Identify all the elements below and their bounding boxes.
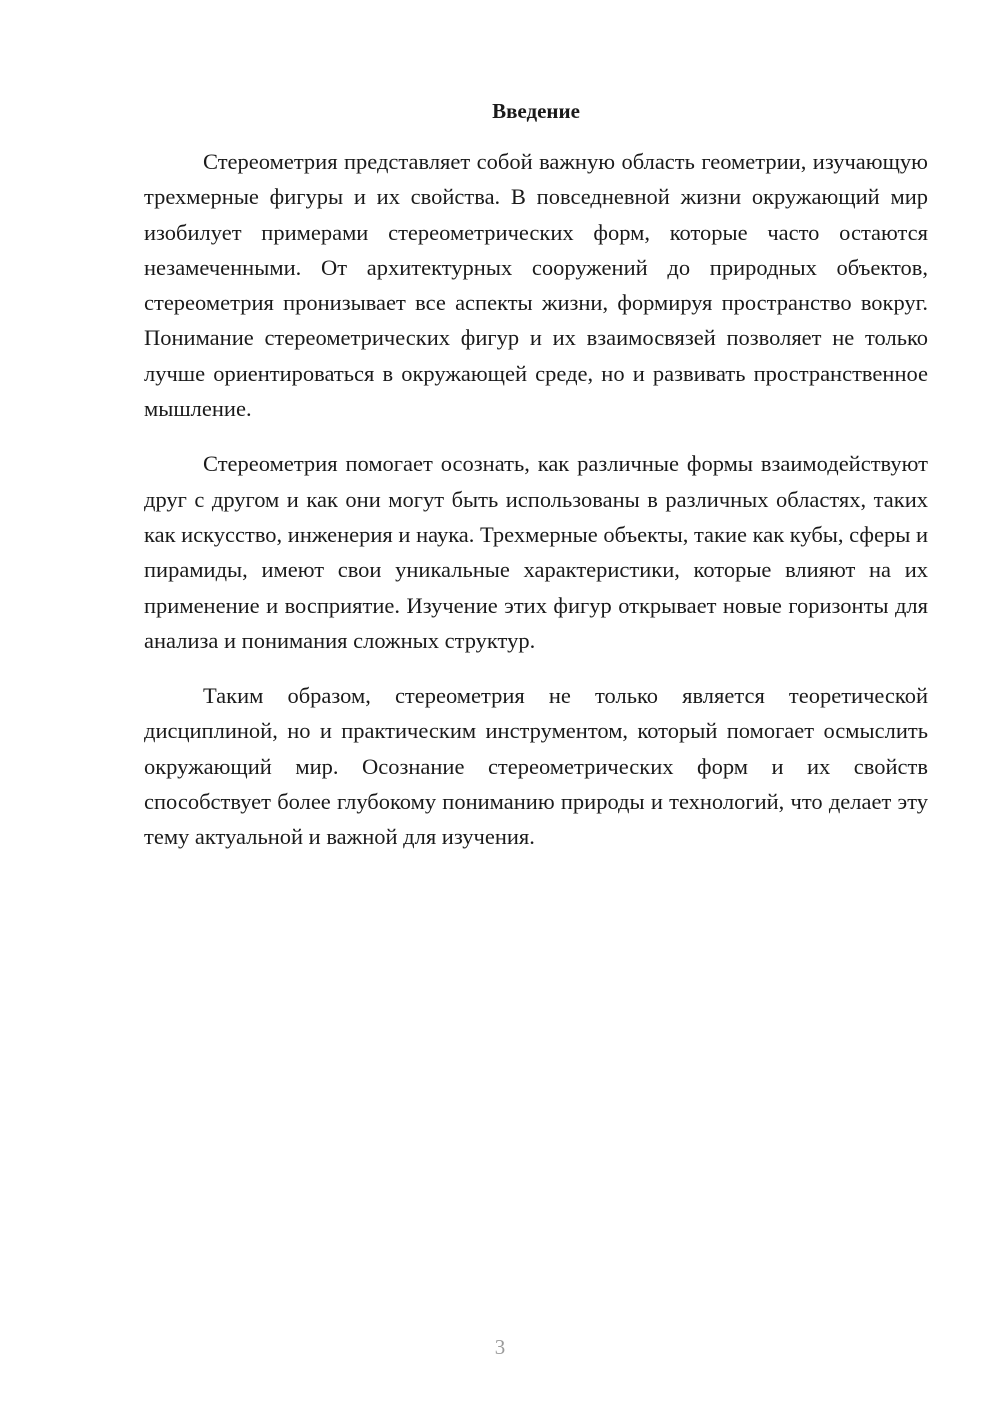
paragraph-3: Таким образом, стереометрия не только является теоретической дисциплиной, но и практическим инструментом, который помогает осмыслить окружающий мир. Осознание стереометрических форм и их свойств способствует более глубокому пониманию природы и технологий, что делает эту тему актуальной и важной для изучения. [144, 683, 928, 850]
paragraph-1: Стереометрия представляет собой важную область геометрии, изучающую трехмерные фигуры и их свойства. В повседневной жизни окружающий мир изобилует примерами стереометрических форм, которые часто остаются незамеченными. От архитектурных сооружений до природных объектов, стереометрия пронизывает все аспекты жизни, формируя пространство вокруг. Понимание стереометрических фигур и их взаимосвязей позволяет не только лучше ориентироваться в окружающей среде, но и развивать пространственное мышление. [144, 149, 928, 422]
page-number: 3 [494, 1335, 506, 1359]
paragraph-2: Стереометрия помогает осознать, как различные формы взаимодействуют друг с другом и как они могут быть использованы в различных областях, таких как искусство, инженерия и наука. Трехмерные объекты, такие как кубы, сферы и пирамиды, имеют свои уникальные характеристики, которые влияют на их применение и восприятие. Изучение этих фигур открывает новые горизонты для анализа и понимания сложных структур. [144, 451, 929, 653]
section-title: Введение [492, 99, 580, 123]
page-content [144, 96, 928, 875]
